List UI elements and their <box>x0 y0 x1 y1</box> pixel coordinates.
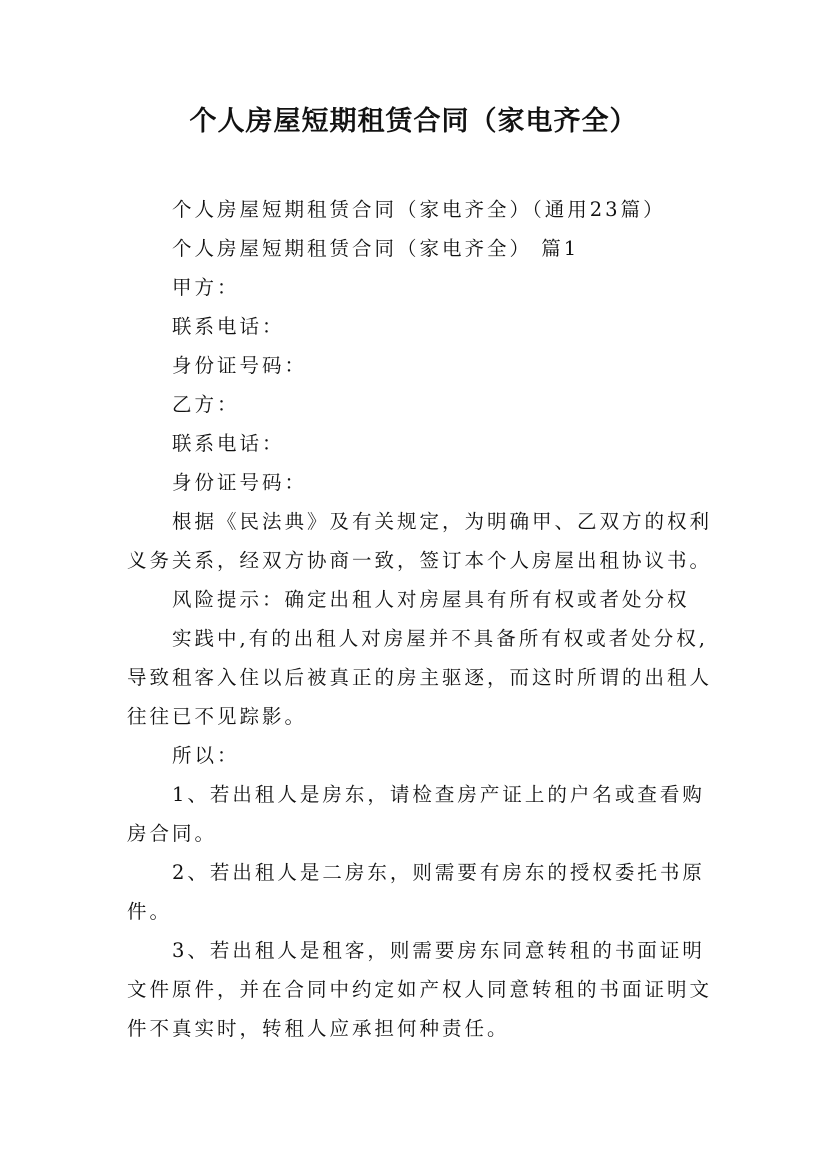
document-line: 往往已不见踪影。 <box>127 705 308 728</box>
document-line: 甲方： <box>172 276 240 299</box>
document-line: 3、若出租人是租客，则需要房东同意转租的书面证明 <box>172 939 705 962</box>
document-line: 2、若出租人是二房东，则需要有房东的授权委托书原 <box>172 861 705 884</box>
document-line: 所以： <box>172 744 240 767</box>
document-line: 个人房屋短期租赁合同（家电齐全）（通用23篇） <box>172 198 666 221</box>
document-line: 件。 <box>127 900 173 923</box>
document-line: 身份证号码： <box>172 354 308 377</box>
document-line: 身份证号码： <box>172 471 308 494</box>
document-line: 房合同。 <box>127 822 218 845</box>
document-line: 乙方： <box>172 393 240 416</box>
document-line: 义务关系，经双方协商一致，签订本个人房屋出租协议书。 <box>127 549 713 572</box>
document-line: 联系电话： <box>172 432 285 455</box>
document-line: 导致租客入住以后被真正的房主驱逐，而这时所谓的出租人 <box>127 666 713 689</box>
document-line: 1、若出租人是房东，请检查房产证上的户名或查看购 <box>172 783 705 806</box>
document-body <box>127 190 711 1048</box>
document-line: 文件原件，并在合同中约定如产权人同意转租的书面证明文 <box>127 978 713 1001</box>
document-line: 个人房屋短期租赁合同（家电齐全） 篇1 <box>172 237 580 260</box>
document-line: 件不真实时，转租人应承担何种责任。 <box>127 1017 510 1040</box>
document-line: 联系电话： <box>172 315 285 338</box>
document-line: 实践中,有的出租人对房屋并不具备所有权或者处分权, <box>172 627 708 650</box>
document-line: 根据《民法典》及有关规定，为明确甲、乙双方的权利 <box>172 510 713 533</box>
document-line: 风险提示：确定出租人对房屋具有所有权或者处分权 <box>172 588 690 611</box>
document-title: 个人房屋短期租赁合同（家电齐全） <box>189 106 638 137</box>
